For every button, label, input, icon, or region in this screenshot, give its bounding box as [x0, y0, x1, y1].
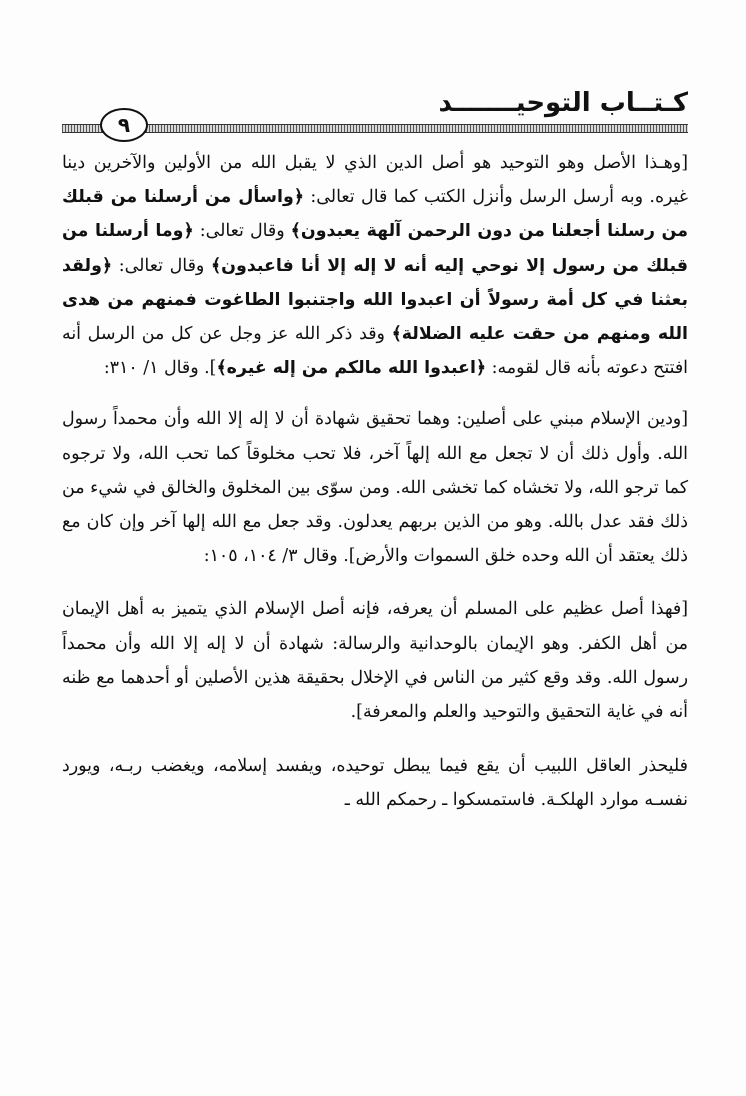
book-title: كـتــاب التوحيـــــــد: [438, 88, 688, 118]
paragraph-4: [62, 749, 688, 817]
text-segment: وقد ذكر الله عز وجل عن كل من الرسل أنه افتتح دعوته بأنه قال لقومه:: [62, 324, 688, 379]
text-segment: [ودين الإسلام مبني على أصلين: وهما تحقيق شهادة أن لا إله إلا الله وأن محمداً رسول الله. وأول ذلك أن لا تجعل مع الله إلهاً آخر، فلا تحب مخلوقاً كما تحب الله، ولا ترجوه كما ترجو الله، ولا تخشاه كما تخشى الله. ومن سوّى بين المخلوق والخالق في شيء من ذلك فقد عدل بالله. وهو من الذين بربهم يعدلون. وقد جعل مع الله إلها آخر وإن كان مع ذلك يعتقد أن الله وحده خلق السموات والأرض]. وقال ٣/ ١٠٤، ١٠٥:: [62, 409, 688, 567]
text-segment: [وهـذا الأصل وهو التوحيد هو أصل الدين الذي لا يقبل الله من الأولين والآخرين دينا غيره. وبه أرسل الرسل وأنزل الكتب كما قال تعالى:: [62, 153, 688, 208]
paragraph-3: [62, 592, 688, 729]
text-segment: ]. وقال ١/ ٣١٠:: [103, 358, 217, 379]
quran-verse: ﴿واسأل من أرسلنا من قبلك من رسلنا أجعلنا من دون الرحمن آلهة يعبدون﴾: [62, 187, 688, 242]
paragraph-1: [62, 146, 688, 385]
text-segment: [فهذا أصل عظيم على المسلم أن يعرفه، فإنه أصل الإسلام الذي يتميز به أهل الإيمان من أهل الكفر. وهو الإيمان بالوحدانية والرسالة: شهادة أن لا إله إلا الله وأن محمداً رسول الله. وقد وقع كثير من الناس في الإخلال بحقيقة هذين الأصلين أو أحدهما مع ظنه أنه في غاية التحقيق والتوحيد والعلم والمعرفة].: [62, 599, 688, 723]
page-number: ٩: [100, 108, 148, 142]
quran-verse: ﴿اعبدوا الله مالكم من إله غيره﴾: [216, 358, 487, 379]
text-segment: فليحذر العاقل اللبيب أن يقع فيما يبطل توحيده، ويفسد إسلامه، ويغضب ربـه، ويورد نفسـه موارد الهلكـة. فاستمسكوا ـ رحمكم الله ـ: [62, 756, 688, 811]
page-body: [62, 146, 688, 818]
text-segment: وقال تعالى:: [193, 221, 291, 242]
quran-verse: ﴿وما أرسلنا من قبلك من رسول إلا نوحي إليه أنه لا إله إلا أنا فاعبدون﴾: [62, 221, 688, 276]
header-rule: [62, 124, 688, 133]
page-header: [62, 78, 688, 137]
paragraph-2: [62, 402, 688, 573]
quran-verse: ﴿ولقد بعثنا في كل أمة رسولاً أن اعبدوا الله واجتنبوا الطاغوت فمنهم من هدى الله ومنهم من حقت عليه الضلالة﴾: [62, 255, 688, 345]
text-segment: وقال تعالى:: [112, 255, 211, 276]
